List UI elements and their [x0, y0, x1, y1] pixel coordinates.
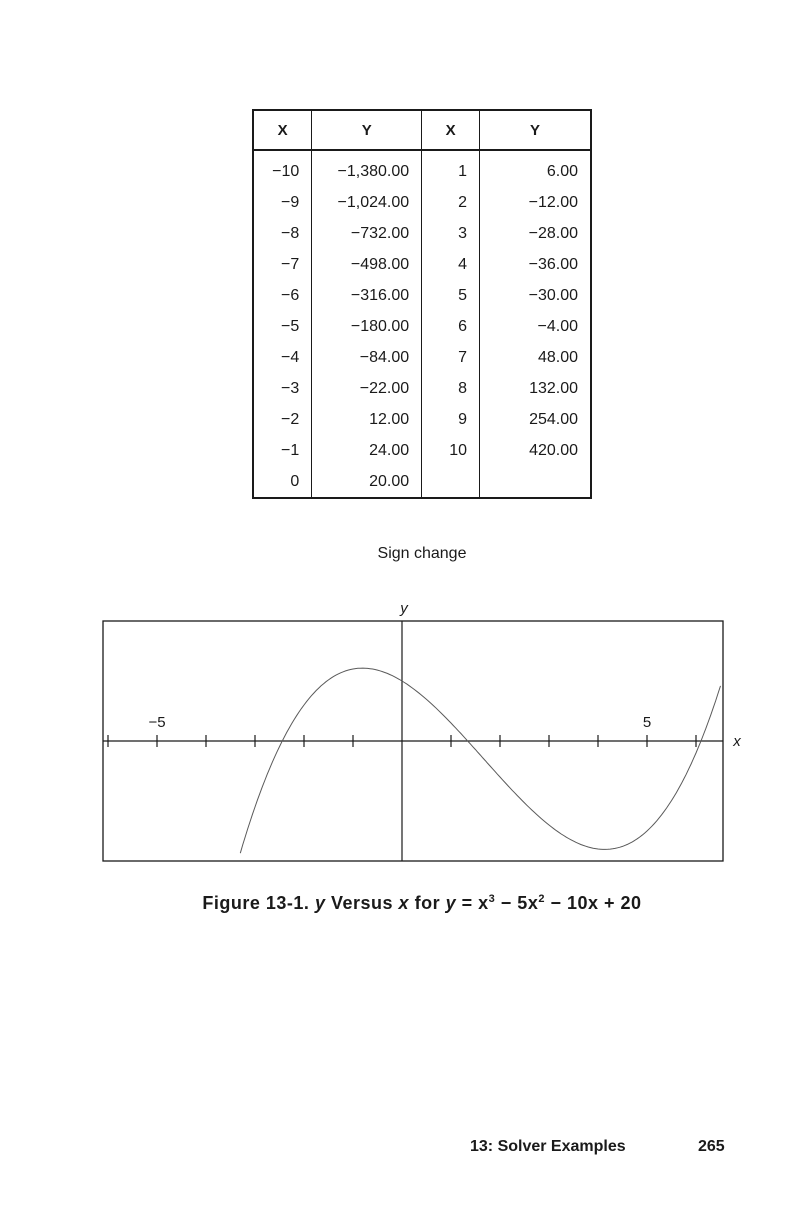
caption-for: for: [414, 893, 441, 913]
table-cell: −10: [272, 163, 300, 181]
table-cell: 6.00: [480, 150, 591, 188]
table-cell: 132.00: [480, 373, 591, 404]
table-cell: −498.00: [312, 250, 422, 281]
table-cell: −4: [280, 348, 300, 366]
header-y-left: Y: [312, 110, 422, 150]
table-cell: −12.00: [480, 188, 591, 219]
caption-equation-y: y: [445, 893, 457, 913]
table-cell: −8: [280, 225, 300, 243]
table-cell: −4.00: [480, 312, 591, 343]
table-cell: −180.00: [312, 312, 422, 343]
table-cell: 48.00: [480, 342, 591, 373]
table-cell: 5: [422, 281, 480, 312]
header-x-right: X: [422, 110, 480, 150]
caption-y: y: [314, 893, 326, 913]
table-cell: −84.00: [312, 342, 422, 373]
table-cell: 8: [422, 373, 480, 404]
header-y-right: Y: [480, 110, 591, 150]
table-cell: 24.00: [312, 435, 422, 466]
caption-x: x: [398, 893, 410, 913]
table-cell: 3: [422, 219, 480, 250]
table-cell: 10: [422, 435, 480, 466]
figure-caption: [0, 893, 792, 914]
caption-eq-a: = x: [461, 893, 489, 913]
caption-exp-b: 2: [538, 893, 545, 905]
table-cell: −30.00: [480, 281, 591, 312]
tick-label: 5: [642, 714, 652, 731]
table-cell: 7: [422, 342, 480, 373]
footer-page-number: 265: [698, 1138, 725, 1155]
caption-eq-b: − 5x: [500, 893, 539, 913]
y-axis-label: y: [400, 600, 408, 617]
sign-change-label: Sign change: [377, 545, 467, 562]
table-cell: −2: [280, 410, 300, 428]
table-cell: −28.00: [480, 219, 591, 250]
table-cell: 20.00: [312, 466, 422, 498]
table-cell: 4: [422, 250, 480, 281]
header-x-left: X: [253, 110, 312, 150]
table-cell: −22.00: [312, 373, 422, 404]
table-cell: −316.00: [312, 281, 422, 312]
table-cell: 1: [422, 150, 480, 188]
table-cell: −5: [280, 317, 300, 335]
table-cell: −6: [280, 287, 300, 305]
table-cell: 6: [422, 312, 480, 343]
table-cell: 9: [422, 404, 480, 435]
caption-exp-a: 3: [488, 893, 496, 905]
cubic-curve: [240, 668, 720, 853]
table-cell: 254.00: [480, 404, 591, 435]
x-axis-label: x: [733, 733, 741, 750]
tick-label: −5: [148, 714, 166, 731]
table-cell: −1,024.00: [312, 188, 422, 219]
table-cell: −9: [280, 194, 300, 212]
caption-eq-c: − 10x + 20: [550, 893, 642, 913]
table-cell: −1,380.00: [312, 150, 422, 188]
caption-versus: Versus: [330, 893, 394, 913]
table-cell: −3: [280, 379, 300, 397]
footer-section-title: 13: Solver Examples: [470, 1138, 626, 1155]
table-cell: 2: [422, 188, 480, 219]
table-cell: 420.00: [480, 435, 591, 466]
table-cell: −7: [280, 256, 300, 274]
caption-prefix: Figure 13-1.: [202, 893, 310, 913]
table-cell: −732.00: [312, 219, 422, 250]
table-cell: −1: [280, 441, 300, 459]
table-cell: −36.00: [480, 250, 591, 281]
table-cell: 12.00: [312, 404, 422, 435]
table-cell: 0: [290, 472, 300, 490]
